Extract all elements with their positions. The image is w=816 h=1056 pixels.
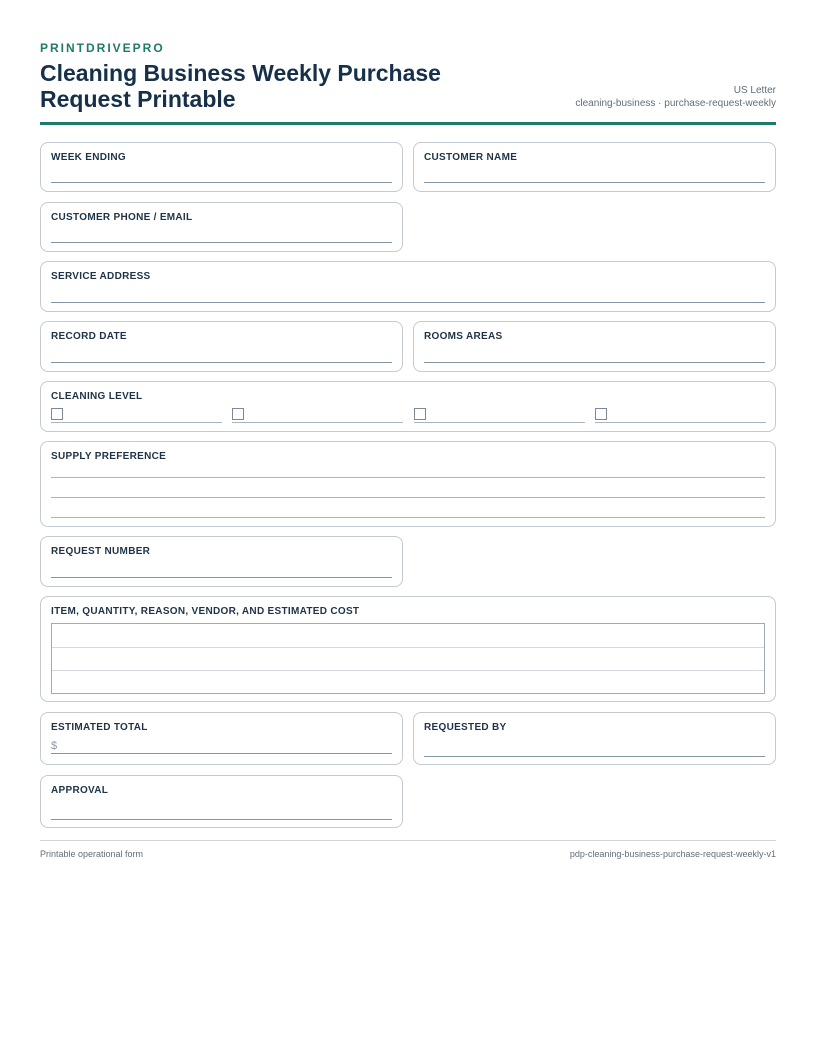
customer-name-field[interactable]: [413, 142, 776, 192]
record-date-field[interactable]: [40, 321, 403, 372]
rooms-areas-field[interactable]: [413, 321, 776, 372]
items-table: [51, 623, 765, 694]
request-number-label: REQUEST NUMBER: [51, 546, 151, 557]
footer-form-id: pdp-cleaning-business-purchase-request-weekly-v1: [569, 849, 776, 859]
cleaning-level-option-3[interactable]: [414, 408, 585, 423]
cleaning-level-option-4[interactable]: [595, 408, 766, 423]
header-divider: [40, 122, 776, 125]
week-ending-input-line[interactable]: [51, 182, 392, 183]
checkbox[interactable]: [595, 408, 607, 420]
cleaning-level-option-2[interactable]: [232, 408, 403, 423]
supply-preference-line-1[interactable]: [51, 477, 765, 478]
service-address-input-line[interactable]: [51, 302, 765, 303]
cleaning-level-option-1[interactable]: [51, 408, 222, 423]
customer-name-label: CUSTOMER NAME: [424, 152, 518, 163]
checkbox[interactable]: [414, 408, 426, 420]
footer-left-text: Printable operational form: [40, 849, 144, 859]
items-table-field: [40, 596, 776, 702]
estimated-total-label: ESTIMATED TOTAL: [51, 722, 148, 733]
approval-field[interactable]: [40, 775, 403, 828]
rooms-areas-label: ROOMS AREAS: [424, 331, 503, 342]
customer-contact-label: CUSTOMER PHONE / EMAIL: [51, 212, 193, 223]
brand-name: PRINTDRIVEPRO: [40, 41, 165, 55]
table-row-divider: [52, 670, 764, 671]
rooms-areas-input-line[interactable]: [424, 362, 765, 363]
footer-divider: [40, 840, 776, 841]
currency-symbol: $: [51, 740, 58, 752]
items-table-label: ITEM, QUANTITY, REASON, VENDOR, AND ESTIMATED COST: [51, 606, 360, 617]
estimated-total-input-line[interactable]: [51, 753, 392, 754]
customer-contact-field[interactable]: [40, 202, 403, 252]
checkbox[interactable]: [232, 408, 244, 420]
supply-preference-line-3[interactable]: [51, 517, 765, 518]
estimated-total-field[interactable]: [40, 712, 403, 765]
document-meta: [575, 84, 776, 110]
table-row-divider: [52, 647, 764, 648]
supply-preference-line-2[interactable]: [51, 497, 765, 498]
request-number-field[interactable]: [40, 536, 403, 587]
cleaning-level-field: [40, 381, 776, 432]
record-date-label: RECORD DATE: [51, 331, 127, 342]
customer-contact-input-line[interactable]: [51, 242, 392, 243]
page-title: Cleaning Business Weekly Purchase Request Printable: [40, 60, 441, 112]
customer-name-input-line[interactable]: [424, 182, 765, 183]
requested-by-label: REQUESTED BY: [424, 722, 507, 733]
request-number-input-line[interactable]: [51, 577, 392, 578]
record-date-input-line[interactable]: [51, 362, 392, 363]
document-path: cleaning-business · purchase-request-weekly: [575, 98, 776, 109]
approval-label: APPROVAL: [51, 785, 109, 796]
supply-preference-label: SUPPLY PREFERENCE: [51, 451, 167, 462]
week-ending-label: WEEK ENDING: [51, 152, 126, 163]
paper-size: US Letter: [733, 85, 776, 96]
requested-by-input-line[interactable]: [424, 756, 765, 757]
checkbox[interactable]: [51, 408, 63, 420]
cleaning-level-label: CLEANING LEVEL: [51, 391, 143, 402]
supply-preference-field[interactable]: [40, 441, 776, 527]
service-address-label: SERVICE ADDRESS: [51, 271, 151, 282]
approval-input-line[interactable]: [51, 819, 392, 820]
service-address-field[interactable]: [40, 261, 776, 312]
week-ending-field[interactable]: [40, 142, 403, 192]
requested-by-field[interactable]: [413, 712, 776, 765]
